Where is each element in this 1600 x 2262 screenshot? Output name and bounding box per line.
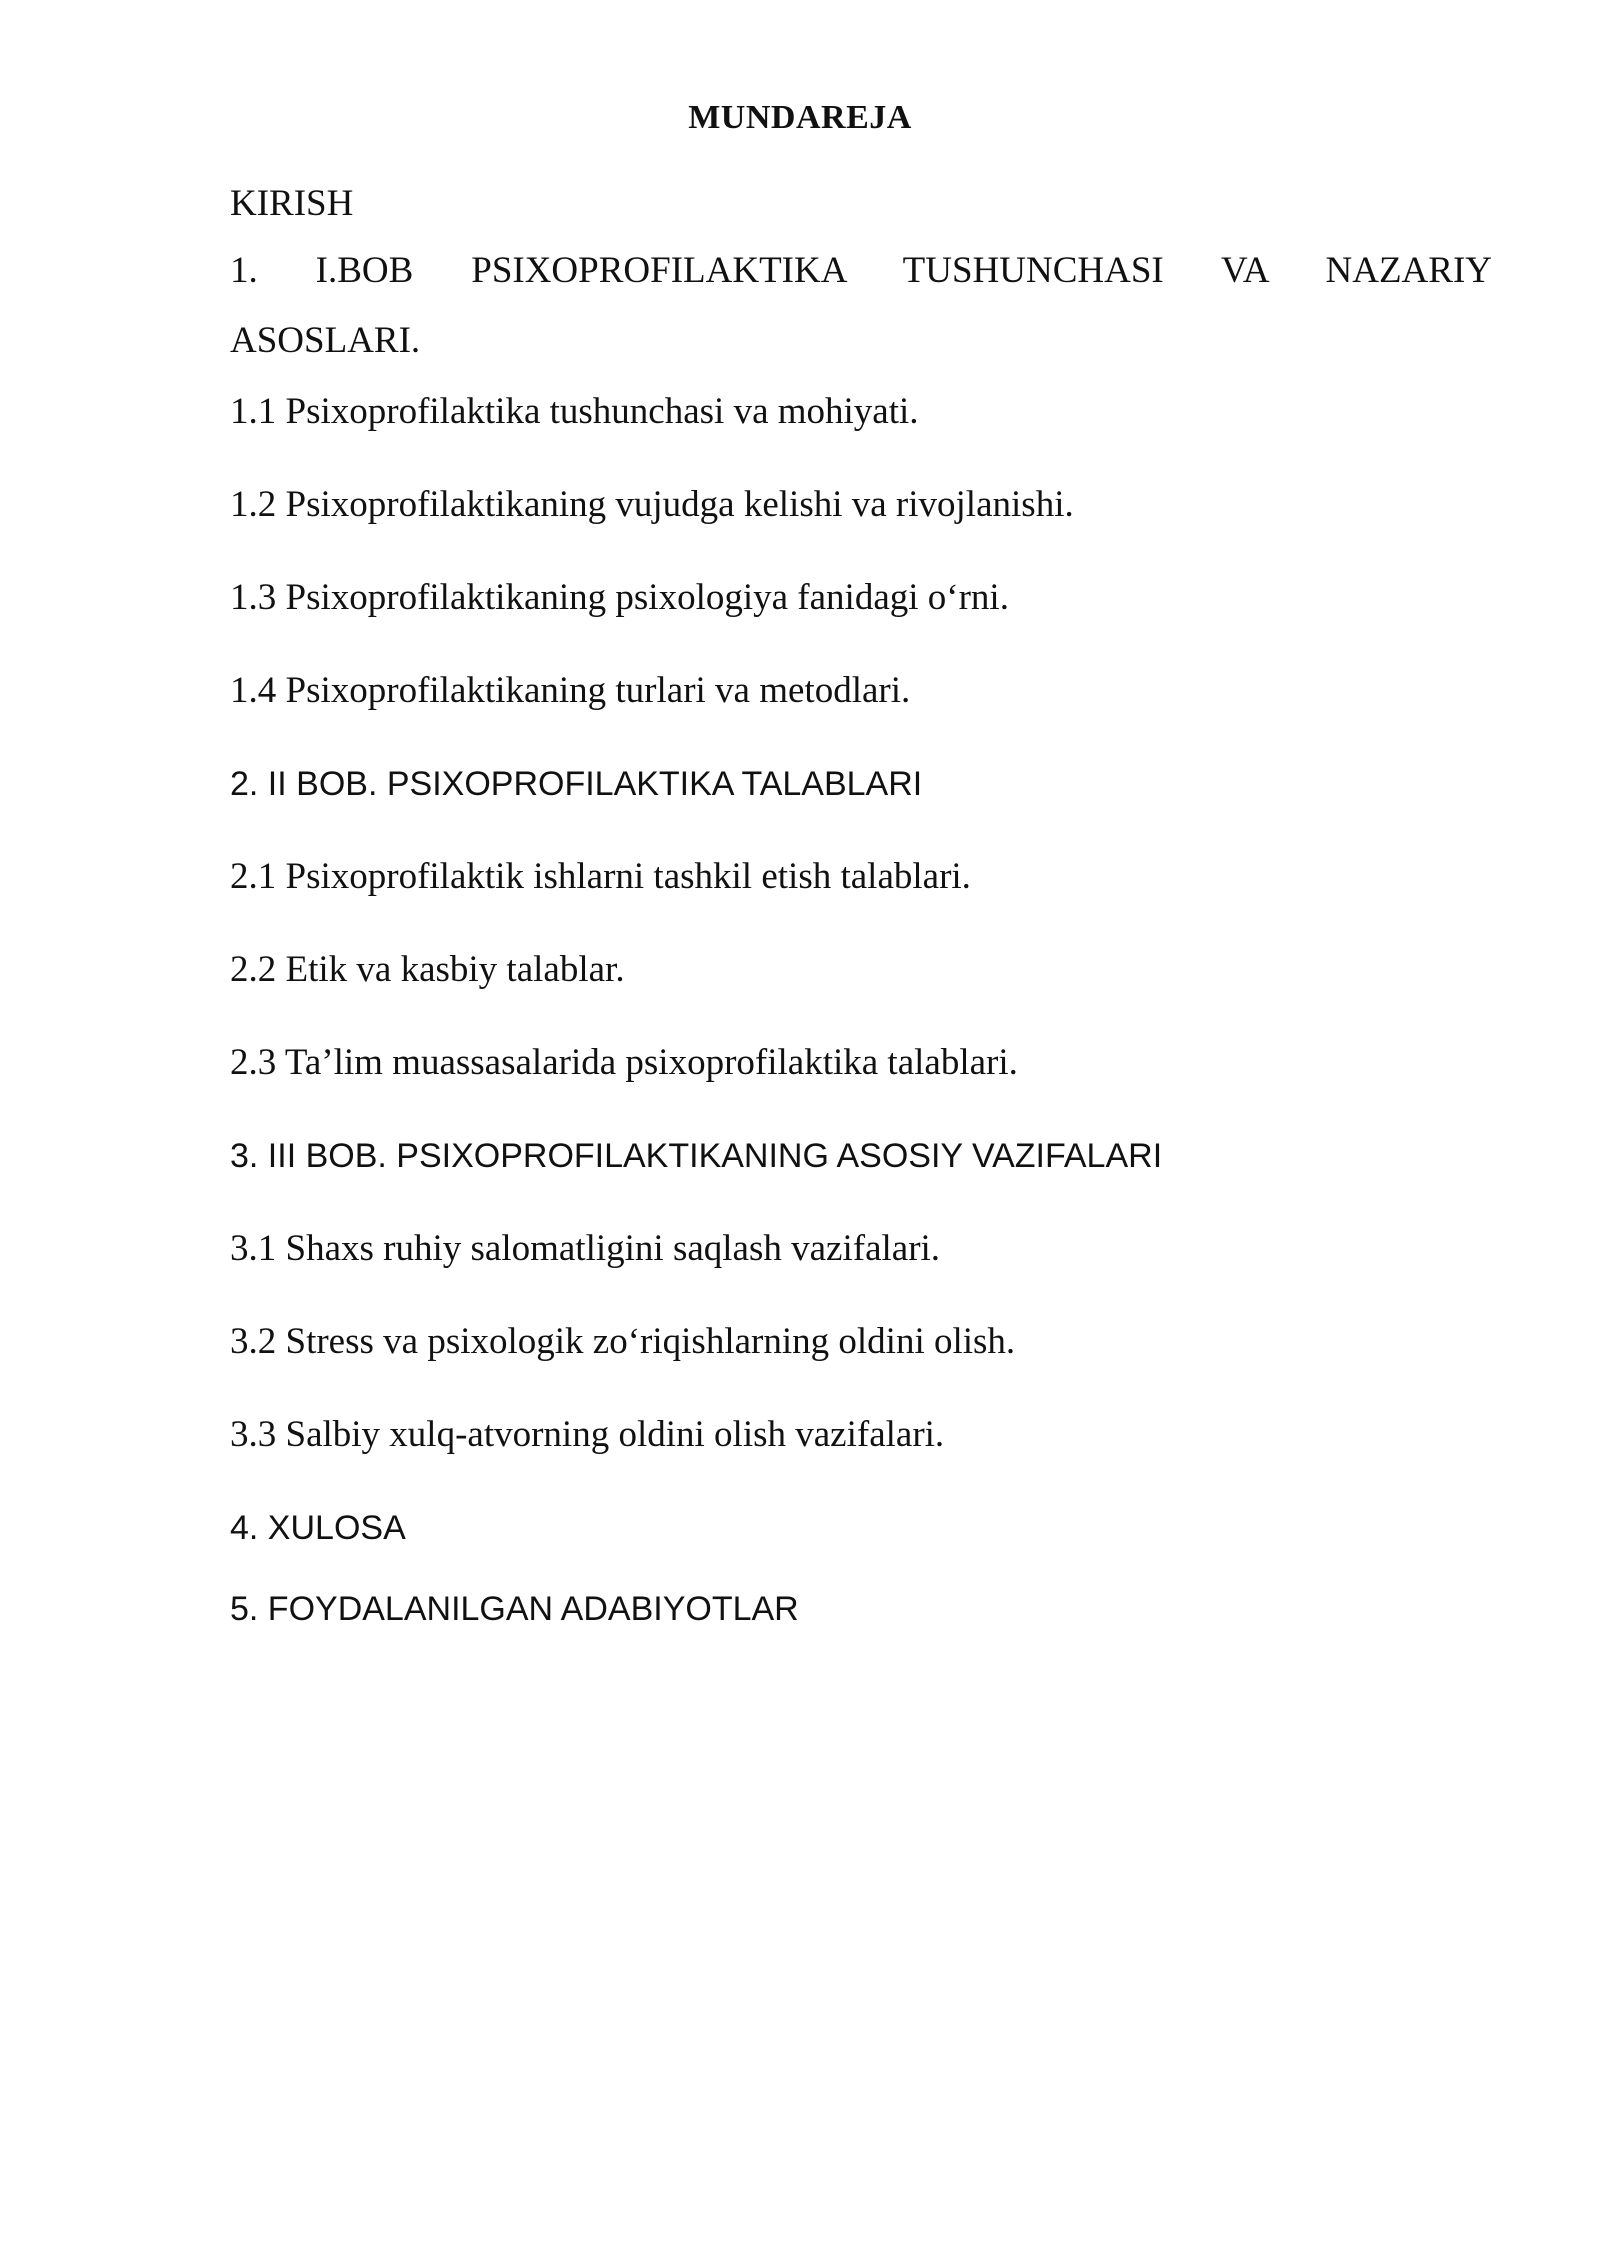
toc-entry-chapter-3: 3. III BOB. PSIXOPROFILAKTIKANING ASOSIY VAZIFALARI xyxy=(230,1137,1163,1175)
toc-entry-intro: KIRISH xyxy=(230,183,354,224)
toc-entry-chapter-1 xyxy=(230,236,1492,376)
toc-entry-2-2: 2.2 Etik va kasbiy talablar. xyxy=(230,949,625,990)
page-title: MUNDAREJA xyxy=(688,99,912,136)
toc-entry-2-3: 2.3 Ta’lim muassasalarida psixoprofilaktika talablari. xyxy=(230,1042,1018,1083)
toc-entry-conclusion: 4. XULOSA xyxy=(230,1509,406,1547)
toc-entry-3-1: 3.1 Shaxs ruhiy salomatligini saqlash vazifalari. xyxy=(230,1228,941,1269)
toc-entry-2-1: 2.1 Psixoprofilaktik ishlarni tashkil etish talablari. xyxy=(230,856,971,897)
toc-entry-3-2: 3.2 Stress va psixologik zo‘riqishlarning oldini olish. xyxy=(230,1321,1016,1362)
toc-entry-chapter-1-line1: 1. I.BOB PSIXOPROFILAKTIKA TUSHUNCHASI VA NAZARIY xyxy=(230,250,1492,291)
toc-entry-1-3: 1.3 Psixoprofilaktikaning psixologiya fanidagi o‘rni. xyxy=(230,577,1009,618)
toc-entry-1-2: 1.2 Psixoprofilaktikaning vujudga kelishi va rivojlanishi. xyxy=(230,484,1074,525)
toc-entry-chapter-2: 2. II BOB. PSIXOPROFILAKTIKA TALABLARI xyxy=(230,765,923,803)
toc-entry-1-4: 1.4 Psixoprofilaktikaning turlari va metodlari. xyxy=(230,670,911,711)
toc-entry-3-3: 3.3 Salbiy xulq-atvorning oldini olish vazifalari. xyxy=(230,1414,945,1455)
toc-entry-1-1: 1.1 Psixoprofilaktika tushunchasi va mohiyati. xyxy=(230,391,919,432)
toc-entry-chapter-1-line2: ASOSLARI. xyxy=(230,320,421,361)
toc-entry-references: 5. FOYDALANILGAN ADABIYOTLAR xyxy=(230,1590,799,1628)
